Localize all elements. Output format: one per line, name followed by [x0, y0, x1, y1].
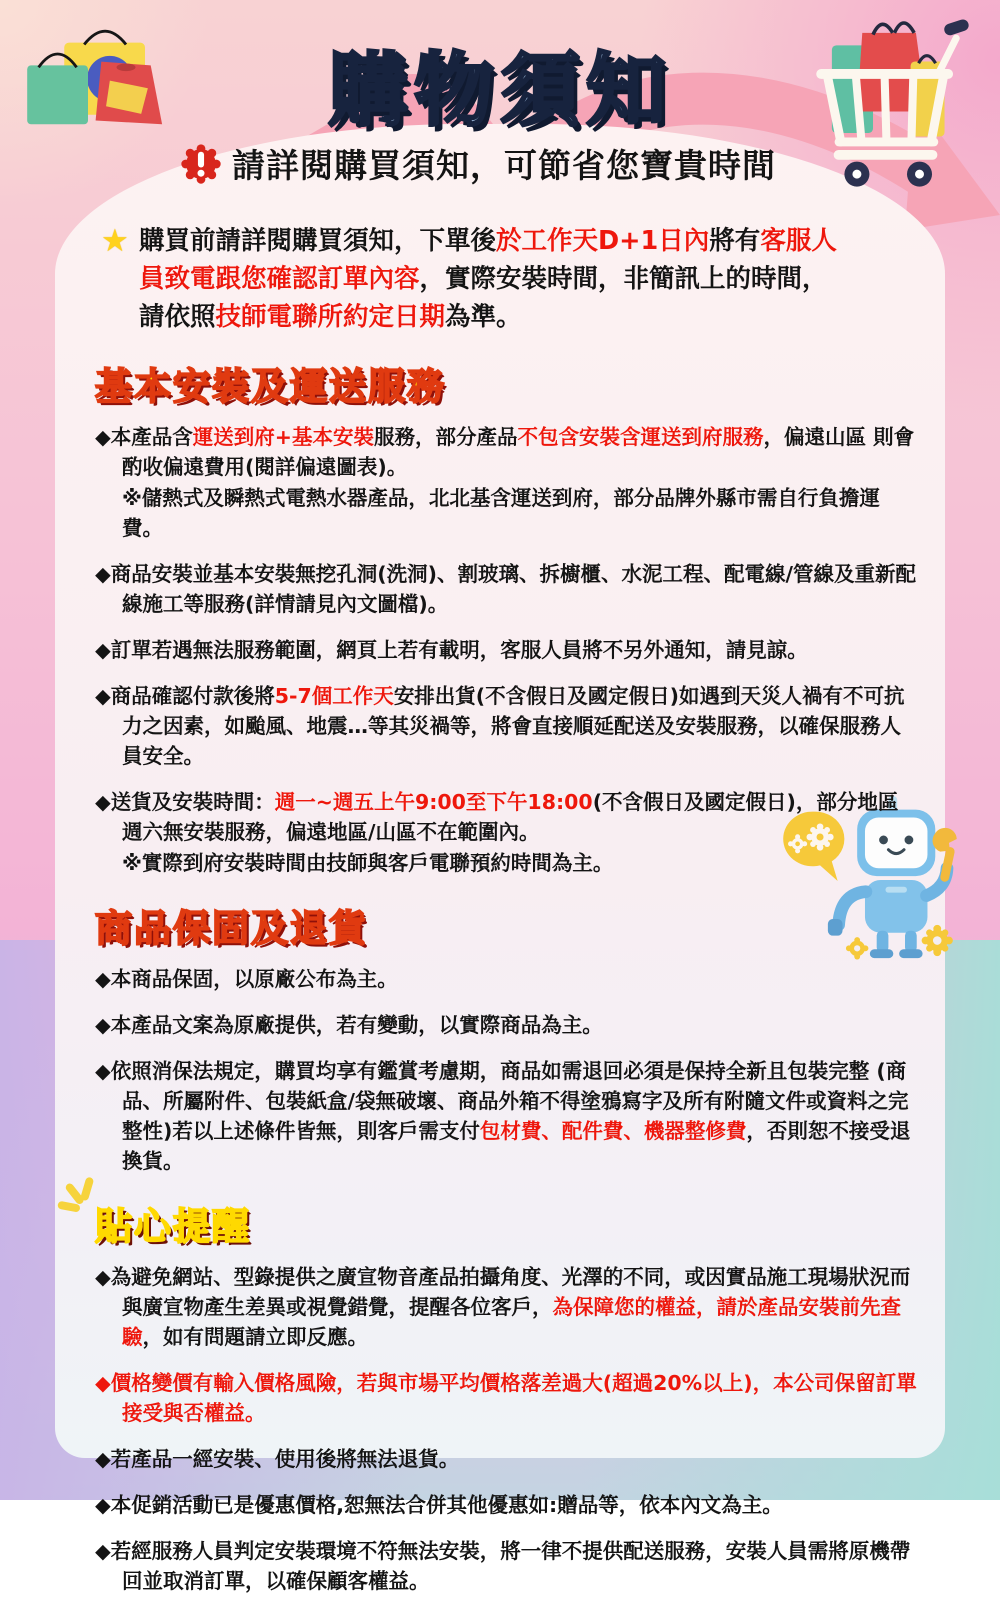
section-install-delivery: [95, 356, 923, 878]
list-item: [95, 681, 917, 771]
section-heading-row: [95, 1196, 923, 1250]
bullet-icon: ◆: [95, 1493, 111, 1517]
bullet-icon: ◆: [95, 1447, 111, 1471]
text-segment: 將有: [709, 226, 761, 256]
bullet-icon: ◆: [95, 638, 111, 662]
bullet-icon: ◆: [95, 967, 111, 991]
text-segment: 為保障您的權益，請於產品安裝前先查驗: [122, 1295, 901, 1349]
bullet-icon: ◆: [95, 1013, 111, 1037]
note-line: ※儲熱式及瞬熱式電熱水器產品，北北基含運送到府，部分品牌外縣市需自行負擔運費。: [122, 486, 880, 540]
section-heading: 基本安裝及運送服務: [95, 365, 446, 408]
section-heading: 商品保固及退貨: [95, 907, 368, 950]
text-segment: 本促銷活動已是優惠價格,恕無法合併其他優惠如:贈品等，依本內文為主。: [110, 1493, 783, 1517]
text-segment: 訂單若遇無法服務範圍，網頁上若有載明，客服人員將不另外通知，請見諒。: [110, 638, 808, 662]
text-segment: 購買前請詳閱購買須知，下單後: [139, 226, 497, 256]
text-segment: 客服人員致電跟您確認訂單內容: [139, 226, 837, 294]
text-segment: 依照消保法規定，購買均享有鑑賞考慮期，商品如需退回必須是保持全新且包裝完整 (商品、所屬附件、包裝紙盒/袋無破壞、商品外箱不得塗鴉寫字及所有附隨文件或資料之完整性)若以上述條件皆無，則客戶需支付: [110, 1059, 909, 1143]
star-icon: ★: [101, 223, 129, 259]
bullet-icon: ◆: [95, 1539, 111, 1563]
bullet-icon: ◆: [95, 1059, 111, 1083]
text-segment: 送貨及安裝時間：: [110, 790, 275, 814]
exclamation-badge-icon: [180, 143, 222, 185]
section-heading: 貼心提醒: [95, 1205, 251, 1248]
text-segment: 服務，部分產品: [373, 425, 518, 449]
list-item: [95, 964, 917, 994]
section-reminders: [95, 1196, 923, 1596]
list-item: [95, 1490, 917, 1520]
intro-paragraph: [101, 222, 845, 336]
note-line: ※實際到府安裝時間由技師與客戶電聯預約時間為主。: [122, 851, 614, 875]
bullet-icon: ◆: [95, 790, 111, 814]
list-item: [95, 1262, 917, 1352]
text-segment: 商品確認付款後將: [110, 684, 275, 708]
text-segment: 商品安裝並基本安裝無挖孔洞(洗洞)、割玻璃、拆櫥櫃、水泥工程、配電線/管線及重新配線施工等服務(詳情請見內文圖檔)。: [110, 562, 916, 616]
text-segment: 於工作天D+1日內: [496, 226, 710, 256]
text-segment: ，否則恕不接受退換貨。: [122, 1119, 911, 1173]
text-segment: 若經服務人員判定安裝環境不符無法安裝，將一律不提供配送服務，安裝人員需將原機帶回並取消訂單，以確保顧客權益。: [110, 1539, 911, 1593]
text-segment: 為避免網站、型錄提供之廣宣物音產品拍攝角度、光澤的不同，或因實品施工現場狀況而與廣宣物產生差異或視覺錯覺，提醒各位客戶，: [110, 1265, 911, 1319]
text-segment: (不含假日及國定假日)，部分地區週六無安裝服務，偏遠地區/山區不在範圍內。: [122, 790, 899, 844]
list-item: [95, 1536, 917, 1596]
text-segment: 不包含安裝含運送到府服務: [517, 425, 764, 449]
section-heading-row: [95, 898, 923, 952]
text-segment: 5-7個工作天: [274, 684, 394, 708]
subtitle-row: [0, 140, 978, 187]
text-segment: 本商品保固，以原廠公布為主。: [110, 967, 398, 991]
text-segment: 週一~週五上午9:00至下午18:00: [274, 790, 593, 814]
text-segment: 為準。: [445, 302, 522, 332]
text-segment: 運送到府+基本安裝: [192, 425, 374, 449]
section-warranty-returns: [95, 898, 923, 1176]
intro-text: [139, 226, 837, 332]
text-segment: 技師電聯所約定日期: [215, 302, 446, 332]
bullet-icon: ◆: [95, 1371, 111, 1395]
bullet-icon: ◆: [95, 1265, 111, 1289]
list-item: [95, 787, 917, 878]
list-item: [95, 422, 917, 543]
list-item: [95, 1010, 917, 1040]
text-segment: 安排出貨(不含假日及國定假日)如遇到天災人禍有不可抗力之因素，如颱風、地震…等其災禍等，將會直接順延配送及安裝服務，以確保服務人員安全。: [122, 684, 905, 768]
text-segment: 若產品一經安裝、使用後將無法退貨。: [110, 1447, 460, 1471]
list-item: [95, 1368, 917, 1428]
text-segment: 包材費、配件費、機器整修費: [479, 1119, 747, 1143]
list-item: [95, 1056, 917, 1176]
text-segment: 價格變價有輸入價格風險，若與市場平均價格落差過大(超過20%以上)，本公司保留訂單接受與否權益。: [110, 1371, 917, 1425]
page-title: 購物須知: [328, 44, 672, 137]
bullet-icon: ◆: [95, 425, 111, 449]
section-heading-row: [95, 356, 923, 410]
text-segment: ，偏遠山區 則會酌收偏遠費用(閱詳偏遠圖表)。: [122, 425, 915, 479]
text-segment: 本產品含: [110, 425, 193, 449]
text-segment: 本產品文案為原廠提供，若有變動，以實際商品為主。: [110, 1013, 603, 1037]
spark-icon: [57, 1176, 111, 1224]
text-segment: ，如有問題請立即反應。: [142, 1325, 368, 1349]
bullet-icon: ◆: [95, 684, 111, 708]
notice-content: [95, 214, 923, 1612]
sections: [95, 356, 923, 1596]
page-subtitle: 請詳閱購買須知，可節省您寶貴時間: [232, 146, 776, 185]
text-segment: ，實際安裝時間，非簡訊上的時間，請依照: [139, 264, 828, 332]
list-item: [95, 559, 917, 619]
list-item: [95, 635, 917, 665]
bullet-icon: ◆: [95, 562, 111, 586]
list-item: [95, 1444, 917, 1474]
